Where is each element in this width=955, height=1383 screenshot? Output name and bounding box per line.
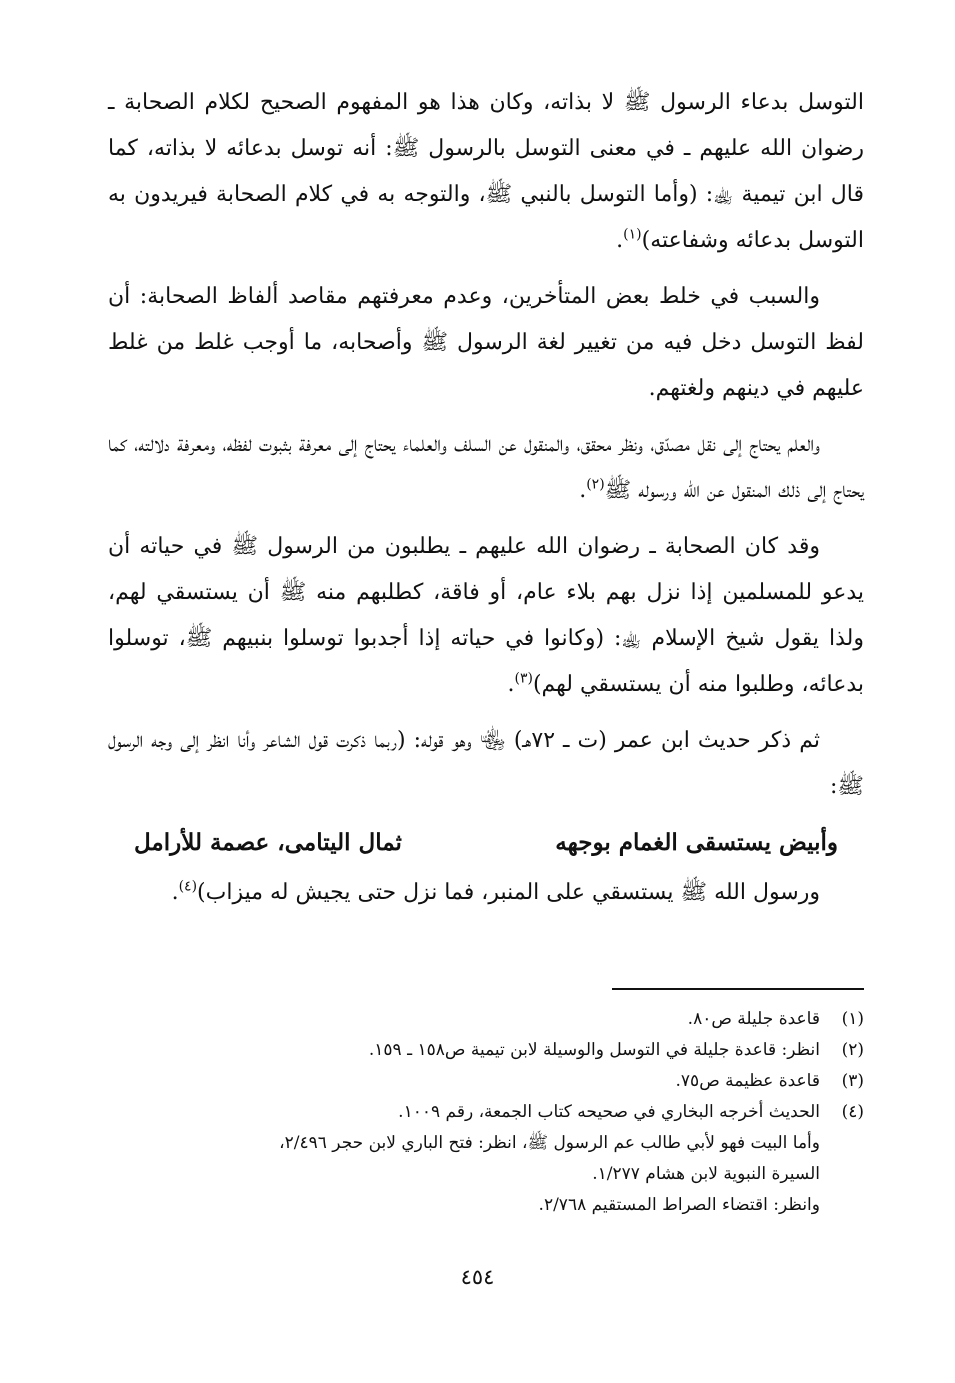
footnote-ref-3[interactable]: (٣) — [514, 670, 533, 687]
footnote-ref-2[interactable]: (٢) — [586, 476, 605, 493]
footnote-number: (٢) — [841, 1040, 864, 1060]
footnote-line: قاعدة جليلة ص٨٠. — [687, 1009, 820, 1029]
paragraph-3: والعلم يحتاج إلى نقل مصدّق، ونظر محقق، والمنقول عن السلف والعلماء يحتاج إلى معرفة بثبوت لفظه، ومعرفة دلالته، كما يحتاج إلى ذلك المنقول عن الله ورسوله ﷺ$^{(٢)}$. — [108, 432, 864, 503]
verse-first-hemistich: وأبيض يستسقى الغمام بوجهه — [555, 829, 838, 856]
footnote-line: الحديث أخرجه البخاري في صحيحه كتاب الجمعة، رقم ١٠٠٩. — [398, 1102, 820, 1122]
footnote-4 — [108, 1097, 864, 1221]
footnote-divider — [612, 988, 864, 990]
footnotes — [108, 1004, 864, 1221]
page-number: ٤٥٤ — [460, 1265, 495, 1289]
footnote-ref-4[interactable]: (٤) — [178, 878, 198, 895]
footnote-3 — [108, 1066, 864, 1097]
footnote-1 — [108, 1004, 864, 1035]
paragraph-after-verse: ورسول الله ﷺ يستسقي على المنبر، فما نزل حتى يجيش له ميزاب)$^{(٤)}$. — [171, 878, 820, 905]
footnote-2 — [108, 1035, 864, 1066]
footnote-line: قاعدة عظيمة ص٧٥. — [675, 1071, 820, 1091]
footnote-number: (٤) — [841, 1102, 864, 1122]
paragraph-2: والسبب في خلط بعض المتأخرين، وعدم معرفتهم مقاصد ألفاظ الصحابة: أن لفظ التوسل دخل فيه من تغيير لغة الرسول ﷺ وأصحابه، ما أوجب غلط من غلط عليهم في دينهم ولغتهم. — [108, 284, 864, 401]
footnote-line: وانظر: اقتضاء الصراط المستقيم ٢/٧٦٨. — [538, 1195, 820, 1215]
footnote-line: السيرة النبوية لابن هشام ١/٢٧٧. — [592, 1164, 820, 1184]
footnote-number: (١) — [841, 1009, 864, 1029]
body-text — [108, 80, 864, 926]
poetry-verse — [108, 820, 864, 866]
footnote-ref-1[interactable]: (١) — [623, 226, 642, 243]
footnote-line: وأما البيت فهو لأبي طالب عم الرسول ﷺ، انظر: فتح الباري لابن حجر ٢/٤٩٦، — [279, 1133, 820, 1153]
paragraph-5: ثم ذكر حديث ابن عمر (ت ـ ٧٢هـ) ﵄ وهو قوله: (ربما ذكرت قول الشاعر وأنا انظر إلى وجه الرسول ﷺ: — [108, 728, 864, 799]
verse-second-hemistich: ثمال اليتامى، عصمة للأرامل — [134, 829, 402, 856]
footnote-number: (٣) — [841, 1071, 864, 1091]
paragraph-4: وقد كان الصحابة ـ رضوان الله عليهم ـ يطلبون من الرسول ﷺ في حياته أن يدعو للمسلمين إذا نزل بهم بلاء عام، أو فاقة، كطلبهم منه ﷺ أن يستسقي لهم، ولذا يقول شيخ الإسلام ﵀: (وكانوا في حياته إذا أجدبوا توسلوا بنبيهم ﷺ، توسلوا بدعائه، وطلبوا منه أن يستسقي لهم)$^{(٣)}$. — [108, 534, 864, 697]
paragraph-1: التوسل بدعاء الرسول ﷺ لا بذاته، وكان هذا هو المفهوم الصحيح لكلام الصحابة ـ رضوان الله عليهم ـ في معنى التوسل بالرسول ﷺ: أنه توسل بدعائه لا بذاته، كما قال ابن تيمية ﵀: (وأما التوسل بالنبي ﷺ، والتوجه به في كلام الصحابة فيريدون به التوسل بدعائه وشفاعته)$^{(١)}$. — [108, 90, 864, 253]
footnote-line: انظر: قاعدة جليلة في التوسل والوسيلة لابن تيمية ص١٥٨ ـ ١٥٩. — [368, 1040, 820, 1060]
